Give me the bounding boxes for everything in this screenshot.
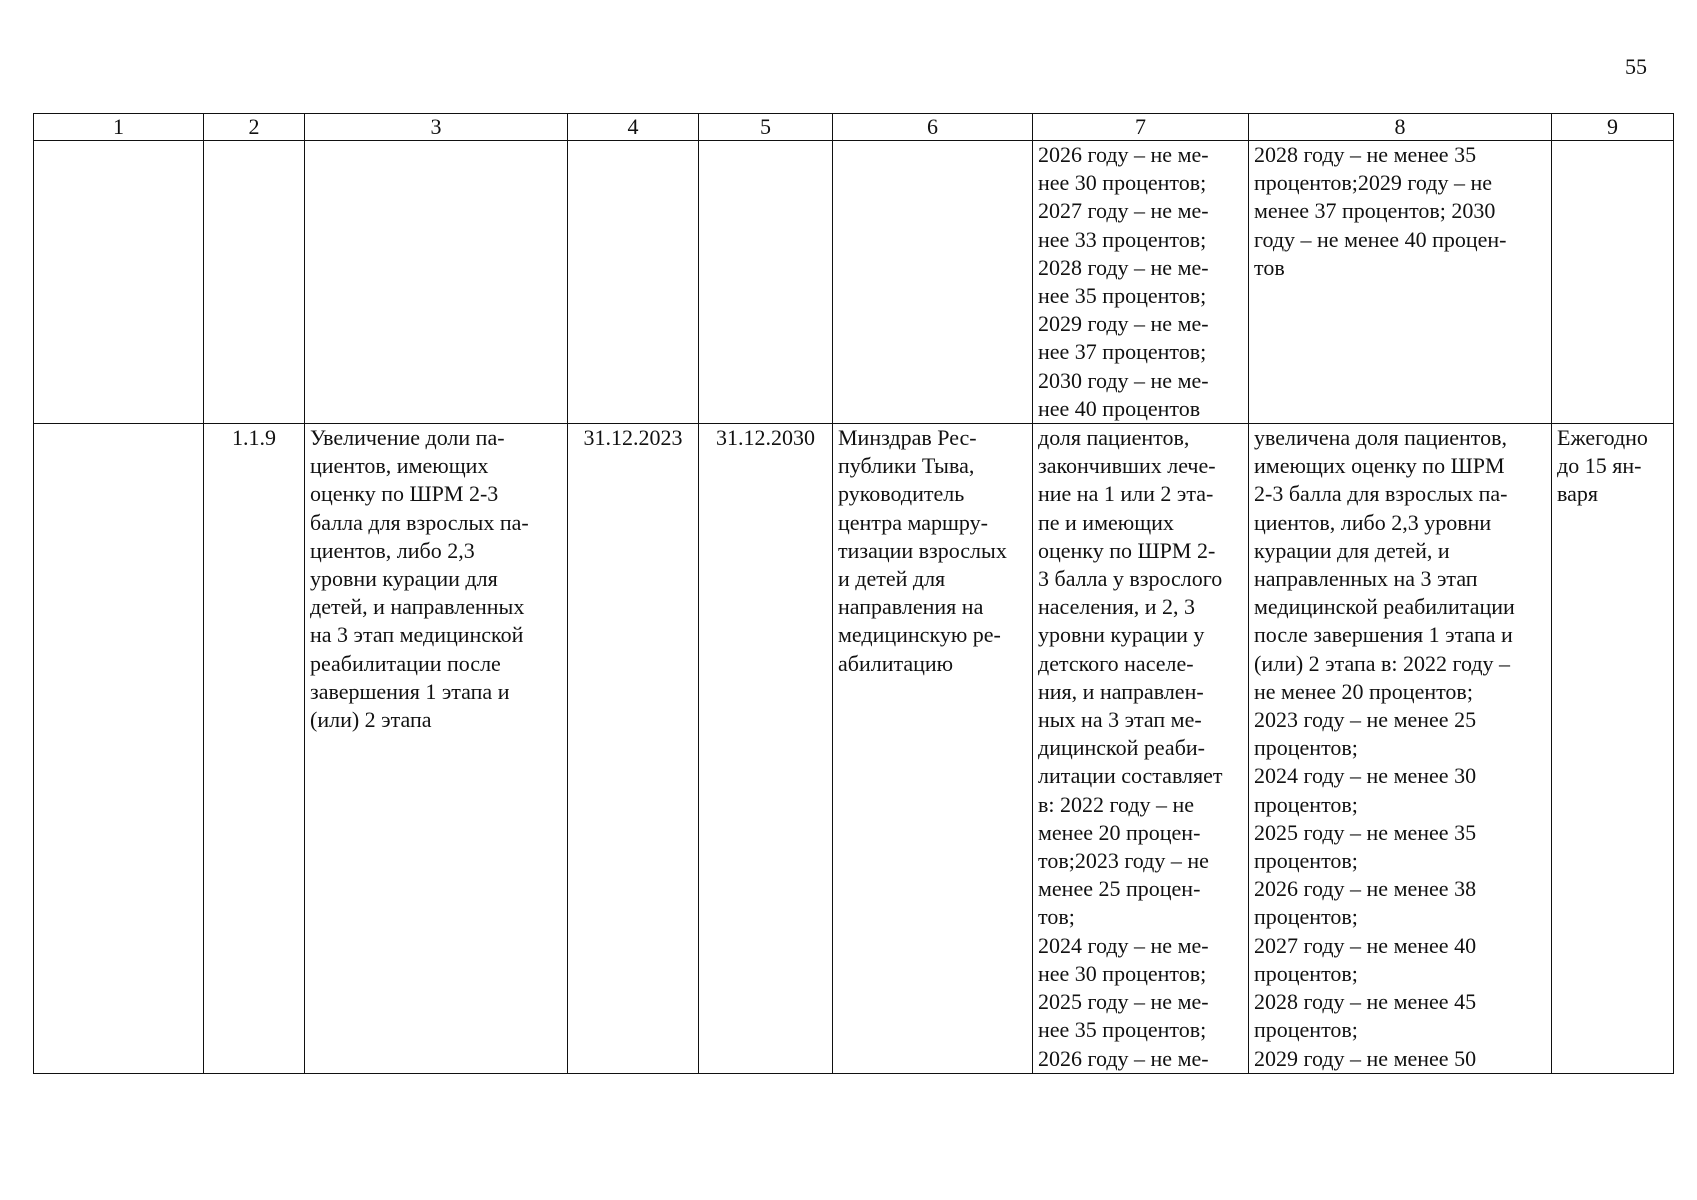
event-cell — [305, 424, 568, 1074]
text-line: в: 2022 году – не — [1038, 791, 1195, 817]
text-line: детей, и направленных — [310, 594, 525, 620]
text-line: ных на 3 этап ме- — [1038, 707, 1202, 733]
text-line: 2025 году – не менее 35 — [1254, 819, 1477, 845]
text-line: 2028 году – не менее 35 — [1254, 142, 1477, 167]
indicator-cell — [1033, 141, 1249, 424]
text-line: руководитель — [838, 481, 965, 507]
text-line: 2-3 балла для взрослых па- — [1254, 481, 1508, 507]
text-line: нее 30 процентов; — [1038, 960, 1207, 986]
text-line: 2026 году – не ме- — [1038, 1045, 1209, 1071]
text-line: году – не менее 40 процен- — [1254, 226, 1507, 252]
text-line: оценку по ШРМ 2-3 — [310, 481, 499, 507]
text-line: направленных на 3 этап — [1254, 566, 1478, 592]
deadline-text — [1557, 424, 1668, 509]
text-line: нее 37 процентов; — [1038, 339, 1207, 365]
column-number-row — [34, 114, 1674, 141]
text-line: процентов; — [1254, 904, 1358, 930]
text-line: не менее 20 процентов; — [1254, 678, 1473, 704]
deadline-cell — [1552, 424, 1674, 1074]
text-line: курации для детей, и — [1254, 537, 1450, 563]
text-line: процентов; — [1254, 1017, 1358, 1043]
text-line: 2024 году – не менее 30 — [1254, 763, 1477, 789]
text-line: тов;2023 году – не — [1038, 848, 1209, 874]
text-line: процентов; — [1254, 735, 1358, 761]
text-line: 2027 году – не ме- — [1038, 198, 1209, 224]
text-line: публики Тыва, — [838, 453, 975, 479]
text-line: оценку по ШРМ 2- — [1038, 537, 1216, 563]
text-line: реабилитации после — [310, 650, 501, 676]
text-line: закончивших лече- — [1038, 453, 1216, 479]
text-line: медицинскую ре- — [838, 622, 1001, 648]
text-line: 2025 году – не ме- — [1038, 989, 1209, 1015]
table-cell — [34, 424, 204, 1074]
text-line: 2028 году – не ме- — [1038, 254, 1209, 280]
text-line: нее 35 процентов; — [1038, 283, 1207, 309]
measures-table — [33, 113, 1674, 1074]
text-line: циентов, имеющих — [310, 453, 489, 479]
text-line: менее 25 процен- — [1038, 876, 1201, 902]
text-line: процентов;2029 году – не — [1254, 170, 1492, 196]
text-line: 2023 году – не менее 25 — [1254, 707, 1477, 733]
text-line: 2024 году – не ме- — [1038, 932, 1209, 958]
text-line: 2026 году – не менее 38 — [1254, 876, 1477, 902]
table-cell — [1552, 141, 1674, 424]
text-line: менее 37 процентов; 2030 — [1254, 198, 1496, 224]
text-line: тизации взрослых — [838, 537, 1007, 563]
responsible-cell — [833, 424, 1033, 1074]
text-line: 2029 году – не менее 50 — [1254, 1045, 1477, 1071]
text-line: нее 30 процентов; — [1038, 170, 1207, 196]
text-line: Увеличение доли па- — [310, 425, 505, 451]
text-line: доля пациентов, — [1038, 425, 1190, 451]
text-line: пе и имеющих — [1038, 509, 1174, 535]
text-line: процентов; — [1254, 791, 1358, 817]
text-line: менее 20 процен- — [1038, 819, 1201, 845]
table-cell — [833, 141, 1033, 424]
text-line: 2026 году – не ме- — [1038, 142, 1209, 167]
text-line: 2027 году – не менее 40 — [1254, 932, 1477, 958]
text-line: тов — [1254, 254, 1285, 280]
text-line: Минздрав Рес- — [838, 425, 977, 451]
event-text — [310, 424, 562, 734]
indicator-text — [1038, 141, 1243, 423]
text-line: варя — [1557, 481, 1598, 507]
text-line: нее 40 процентов — [1038, 395, 1201, 421]
text-line: завершения 1 этапа и — [310, 678, 510, 704]
text-line: (или) 2 этапа в: 2022 году – — [1254, 650, 1511, 676]
text-line: центра маршру- — [838, 509, 988, 535]
indicator-text — [1038, 424, 1243, 1073]
text-line: процентов; — [1254, 960, 1358, 986]
result-cell — [1249, 141, 1552, 424]
text-line: Ежегодно — [1557, 425, 1648, 451]
column-header: 4 — [568, 114, 699, 141]
text-line: 2029 году – не ме- — [1038, 311, 1209, 337]
page-number: 55 — [1625, 54, 1647, 79]
text-line: нее 33 процентов; — [1038, 226, 1207, 252]
text-line: медицинской реабилитации — [1254, 594, 1515, 620]
text-line: тов; — [1038, 904, 1075, 930]
column-header: 6 — [833, 114, 1033, 141]
result-text — [1254, 141, 1546, 282]
text-line: 2030 году – не ме- — [1038, 367, 1209, 393]
start-date: 31.12.2023 — [568, 424, 699, 1074]
text-line: абилитацию — [838, 650, 954, 676]
text-line: после завершения 1 этапа и — [1254, 622, 1513, 648]
text-line: ние на 1 или 2 эта- — [1038, 481, 1214, 507]
text-line: циентов, либо 2,3 — [310, 537, 475, 563]
column-header: 3 — [305, 114, 568, 141]
table-cell — [699, 141, 833, 424]
item-number: 1.1.9 — [204, 424, 305, 1074]
column-header: 8 — [1249, 114, 1552, 141]
text-line: уровни курации для — [310, 566, 498, 592]
text-line: увеличена доля пациентов, — [1254, 425, 1507, 451]
table-row-continued — [34, 141, 1674, 424]
text-line: направления на — [838, 594, 984, 620]
result-cell — [1249, 424, 1552, 1074]
text-line: на 3 этап медицинской — [310, 622, 524, 648]
table-row-1-1-9 — [34, 424, 1674, 1074]
text-line: циентов, либо 2,3 уровни — [1254, 509, 1492, 535]
text-line: населения, и 2, 3 — [1038, 594, 1196, 620]
column-header: 9 — [1552, 114, 1674, 141]
text-line: имеющих оценку по ШРМ — [1254, 453, 1505, 479]
text-line: дицинской реаби- — [1038, 735, 1205, 761]
table-cell — [204, 141, 305, 424]
text-line: до 15 ян- — [1557, 453, 1642, 479]
table-cell — [34, 141, 204, 424]
text-line: литации составляет — [1038, 763, 1223, 789]
text-line: ния, и направлен- — [1038, 678, 1204, 704]
text-line: нее 35 процентов; — [1038, 1017, 1207, 1043]
text-line: процентов; — [1254, 848, 1358, 874]
column-header: 5 — [699, 114, 833, 141]
end-date: 31.12.2030 — [699, 424, 833, 1074]
text-line: и детей для — [838, 566, 946, 592]
text-line: балла для взрослых па- — [310, 509, 529, 535]
responsible-text — [838, 424, 1027, 678]
column-header: 1 — [34, 114, 204, 141]
text-line: (или) 2 этапа — [310, 707, 432, 733]
column-header: 7 — [1033, 114, 1249, 141]
result-text — [1254, 424, 1546, 1073]
text-line: 2028 году – не менее 45 — [1254, 989, 1477, 1015]
table-cell — [568, 141, 699, 424]
column-header: 2 — [204, 114, 305, 141]
table-cell — [305, 141, 568, 424]
text-line: уровни курации у — [1038, 622, 1205, 648]
text-line: детского населе- — [1038, 650, 1194, 676]
indicator-cell — [1033, 424, 1249, 1074]
text-line: 3 балла у взрослого — [1038, 566, 1223, 592]
